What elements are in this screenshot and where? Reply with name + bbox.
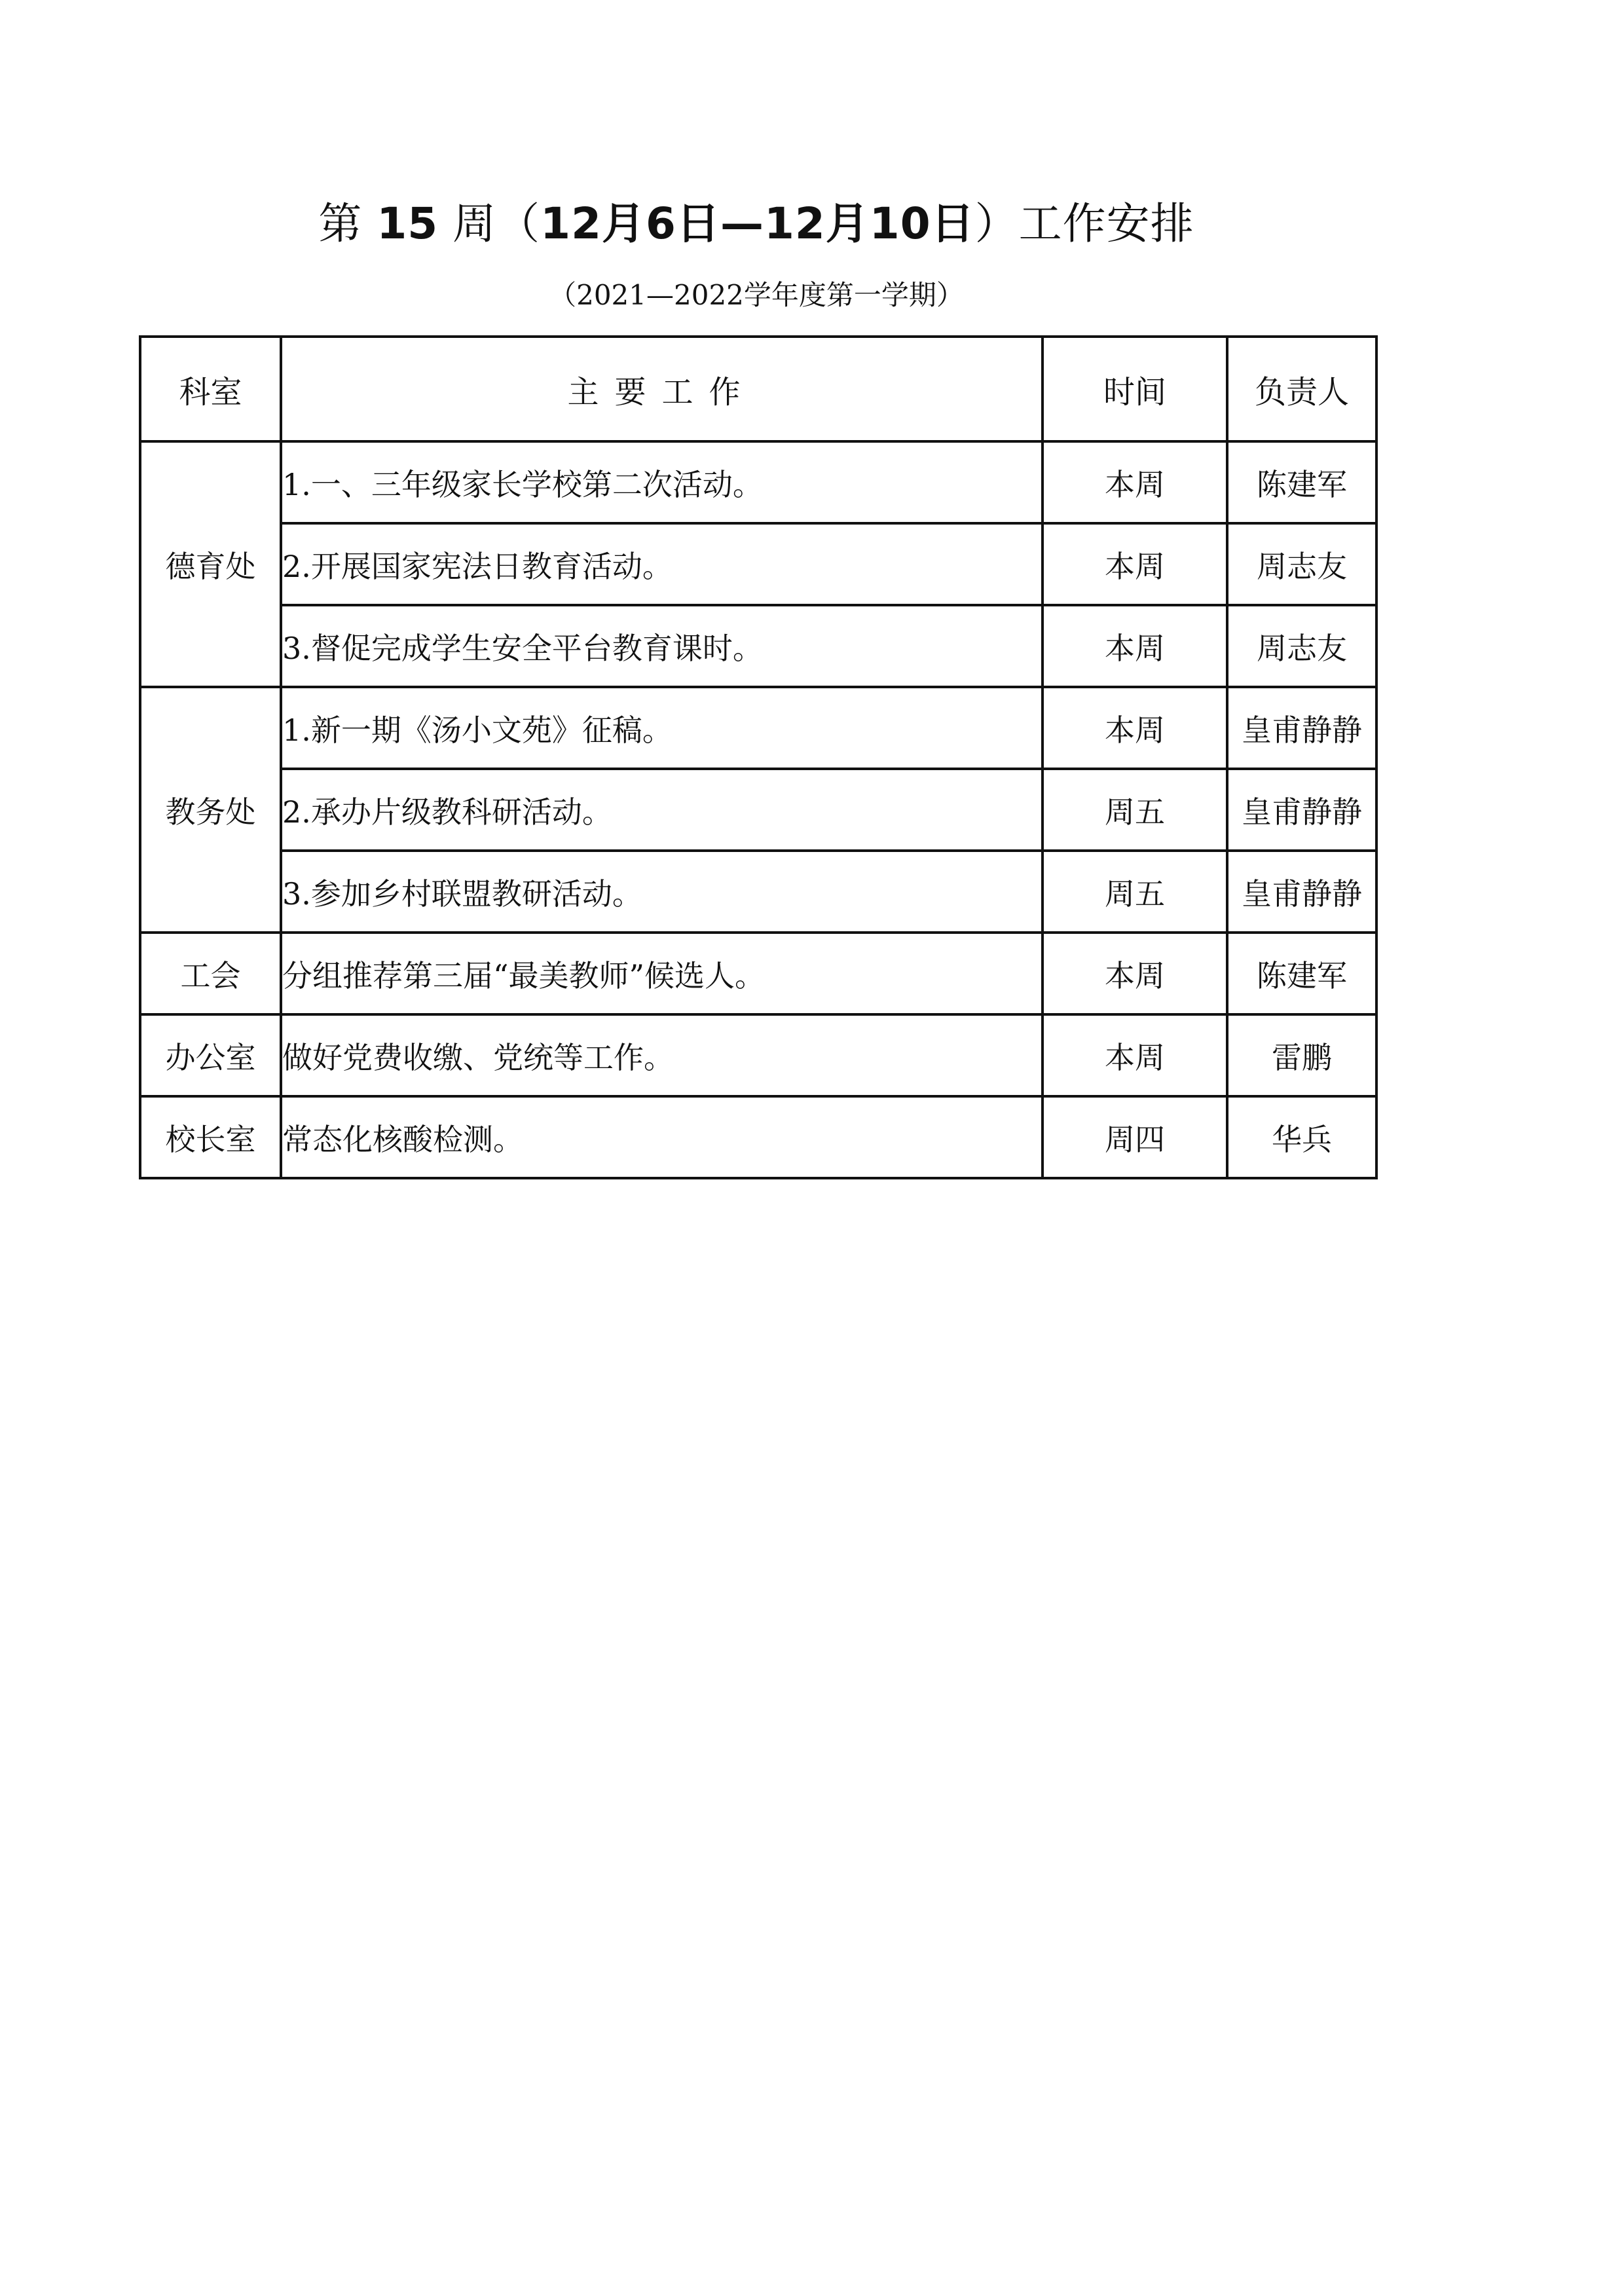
header-owner: 负责人 bbox=[1227, 337, 1376, 441]
header-work: 主要工作 bbox=[281, 337, 1043, 441]
table-row bbox=[140, 933, 1376, 1014]
dept-cell: 教务处 bbox=[140, 687, 281, 933]
table-row bbox=[140, 1096, 1376, 1178]
dept-cell: 工会 bbox=[140, 933, 281, 1014]
task-cell: 1.一、三年级家长学校第二次活动。 bbox=[281, 441, 1043, 523]
time-cell: 周五 bbox=[1043, 769, 1227, 851]
owner-cell: 皇甫静静 bbox=[1227, 851, 1376, 933]
header-time: 时间 bbox=[1043, 337, 1227, 441]
title-week-number: 15 bbox=[377, 198, 439, 249]
table-row bbox=[140, 769, 1376, 851]
table-header-row bbox=[140, 337, 1376, 441]
time-cell: 本周 bbox=[1043, 687, 1227, 769]
task-cell: 常态化核酸检测。 bbox=[281, 1096, 1043, 1178]
title-suffix: ）工作安排 bbox=[974, 198, 1194, 249]
page-subtitle: （2021—2022学年度第一学期） bbox=[549, 279, 964, 311]
work-schedule-table bbox=[139, 335, 1378, 1179]
task-cell: 分组推荐第三届“最美教师”候选人。 bbox=[281, 933, 1043, 1014]
task-cell: 1.新一期《汤小文苑》征稿。 bbox=[281, 687, 1043, 769]
header-dept: 科室 bbox=[140, 337, 281, 441]
owner-cell: 陈建军 bbox=[1227, 933, 1376, 1014]
task-cell: 3.督促完成学生安全平台教育课时。 bbox=[281, 605, 1043, 687]
time-cell: 本周 bbox=[1043, 1014, 1227, 1096]
table-row bbox=[140, 851, 1376, 933]
title-prefix: 第 bbox=[318, 198, 363, 249]
owner-cell: 周志友 bbox=[1227, 523, 1376, 605]
title-week-suffix: 周（ bbox=[452, 198, 541, 249]
owner-cell: 雷鹏 bbox=[1227, 1014, 1376, 1096]
dept-cell: 校长室 bbox=[140, 1096, 281, 1178]
owner-cell: 周志友 bbox=[1227, 605, 1376, 687]
time-cell: 本周 bbox=[1043, 523, 1227, 605]
table-row bbox=[140, 441, 1376, 523]
time-cell: 本周 bbox=[1043, 933, 1227, 1014]
title-date-range: 12月6日—12月10日 bbox=[540, 198, 975, 249]
table-row bbox=[140, 605, 1376, 687]
dept-cell: 德育处 bbox=[140, 441, 281, 687]
table-row bbox=[140, 523, 1376, 605]
page-title bbox=[0, 189, 1513, 251]
time-cell: 本周 bbox=[1043, 441, 1227, 523]
task-cell: 3.参加乡村联盟教研活动。 bbox=[281, 851, 1043, 933]
owner-cell: 皇甫静静 bbox=[1227, 687, 1376, 769]
time-cell: 本周 bbox=[1043, 605, 1227, 687]
dept-cell: 办公室 bbox=[140, 1014, 281, 1096]
owner-cell: 陈建军 bbox=[1227, 441, 1376, 523]
task-cell: 做好党费收缴、党统等工作。 bbox=[281, 1014, 1043, 1096]
table-row bbox=[140, 687, 1376, 769]
owner-cell: 华兵 bbox=[1227, 1096, 1376, 1178]
table-row bbox=[140, 1014, 1376, 1096]
owner-cell: 皇甫静静 bbox=[1227, 769, 1376, 851]
time-cell: 周五 bbox=[1043, 851, 1227, 933]
task-cell: 2.开展国家宪法日教育活动。 bbox=[281, 523, 1043, 605]
time-cell: 周四 bbox=[1043, 1096, 1227, 1178]
task-cell: 2.承办片级教科研活动。 bbox=[281, 769, 1043, 851]
